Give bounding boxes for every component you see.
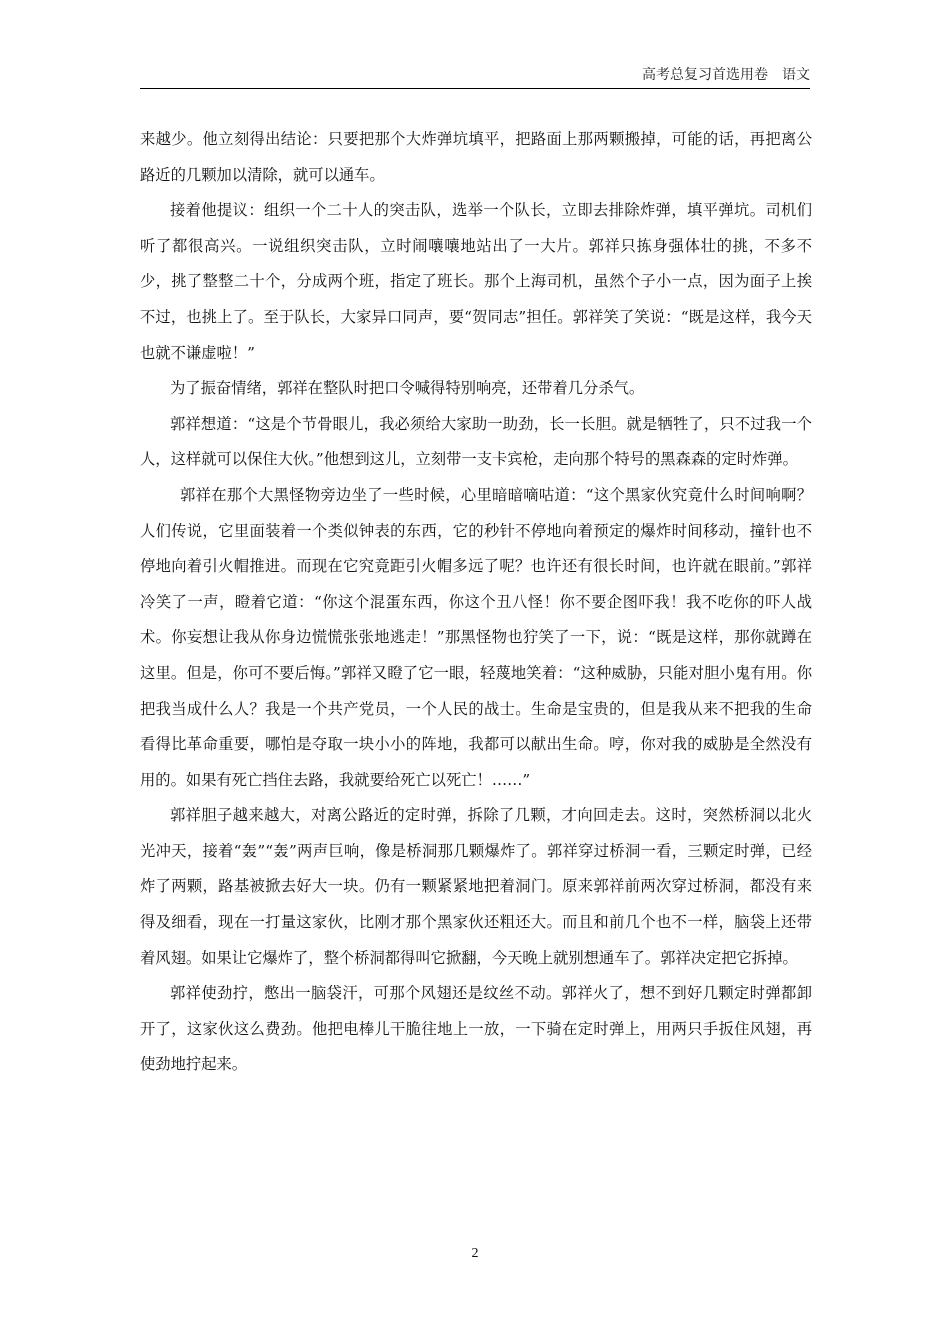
header-title: 高考总复习首选用卷 (642, 67, 768, 83)
paragraph-7: 郭祥使劲拧，憋出一脑袋汗，可那个风翅还是纹丝不动。郭祥火了，想不到好几颗定时弹都卸开了，这家伙这么费劲。他把电棒儿干脆往地上一放，一下骑在定时弹上，用两只手扳住风翅，再使劲地拧起来。 (140, 984, 812, 1074)
running-header (140, 64, 810, 86)
header-subject: 语文 (782, 67, 810, 83)
body-text (140, 122, 812, 1083)
paragraph-4: 郭祥想道：“这是个节骨眼儿，我必须给大家助一助劲，长一长胆。就是牺牲了，只不过我一个人，这样就可以保住大伙。”他想到这儿，立刻带一支卡宾枪，走向那个特号的黑森森的定时炸弹。 (140, 414, 812, 469)
paragraph-6: 郭祥胆子越来越大，对离公路近的定时弹，拆除了几颗，才向回走去。这时，突然桥洞以北火光冲天，接着“轰”“轰”两声巨响，像是桥洞那几颗爆炸了。郭祥穿过桥洞一看，三颗定时弹，已经炸了两颗，路基被掀去好大一块。仍有一颗紧紧地把着洞门。原来郭祥前两次穿过桥洞，都没有来得及细看，现在一打量这家伙，比刚才那个黑家伙还粗还大。而且和前几个也不一样，脑袋上还带着风翅。如果让它爆炸了，整个桥洞都得叫它掀翻，今天晚上就别想通车了。郭祥决定把它拆掉。 (140, 806, 812, 967)
header-rule (140, 88, 810, 89)
paragraph-2: 接着他提议：组织一个二十人的突击队，选举一个队长，立即去排除炸弹，填平弹坑。司机们听了都很高兴。一说组织突击队，立时闹嚷嚷地站出了一大片。郭祥只拣身强体壮的挑，不多不少，挑了整整二十个，分成两个班，指定了班长。那个上海司机，虽然个子小一点，因为面子上挨不过，也挑上了。至于队长，大家异口同声，要“贺同志”担任。郭祥笑了笑说：“既是这样，我今天也就不谦虚啦！” (140, 201, 812, 362)
page-number: 2 (471, 1246, 479, 1261)
paragraph-5: 郭祥在那个大黑怪物旁边坐了一些时候，心里暗暗嘀咕道：“这个黑家伙究竟什么时间响啊？人们传说，它里面装着一个类似钟表的东西，它的秒针不停地向着预定的爆炸时间移动，撞针也不停地向着引火帽推进。而现在它究竟距引火帽多远了呢？也许还有很长时间，也许就在眼前。”郭祥冷笑了一声，瞪着它道：“你这个混蛋东西，你这个丑八怪！你不要企图吓我！我不吃你的吓人战术。你妄想让我从你身边慌慌张张地逃走！”那黑怪物也狞笑了一下，说：“既是这样，那你就蹲在这里。但是，你可不要后悔。”郭祥又瞪了它一眼，轻蔑地笑着：“这种威胁，只能对胆小鬼有用。你把我当成什么人？我是一个共产党员，一个人民的战士。生命是宝贵的，但是我从来不把我的生命看得比革命重要，哪怕是夺取一块小小的阵地，我都可以献出生命。哼，你对我的威胁是全然没有用的。如果有死亡挡住去路，我就要给死亡以死亡！……” (140, 485, 812, 789)
paragraph-3: 为了振奋情绪，郭祥在整队时把口令喊得特别响亮，还带着几分杀气。 (170, 379, 645, 398)
paragraph-1: 来越少。他立刻得出结论：只要把那个大炸弹坑填平，把路面上那两颗搬掉，可能的话，再把离公路近的几颗加以清除，就可以通车。 (140, 130, 812, 184)
